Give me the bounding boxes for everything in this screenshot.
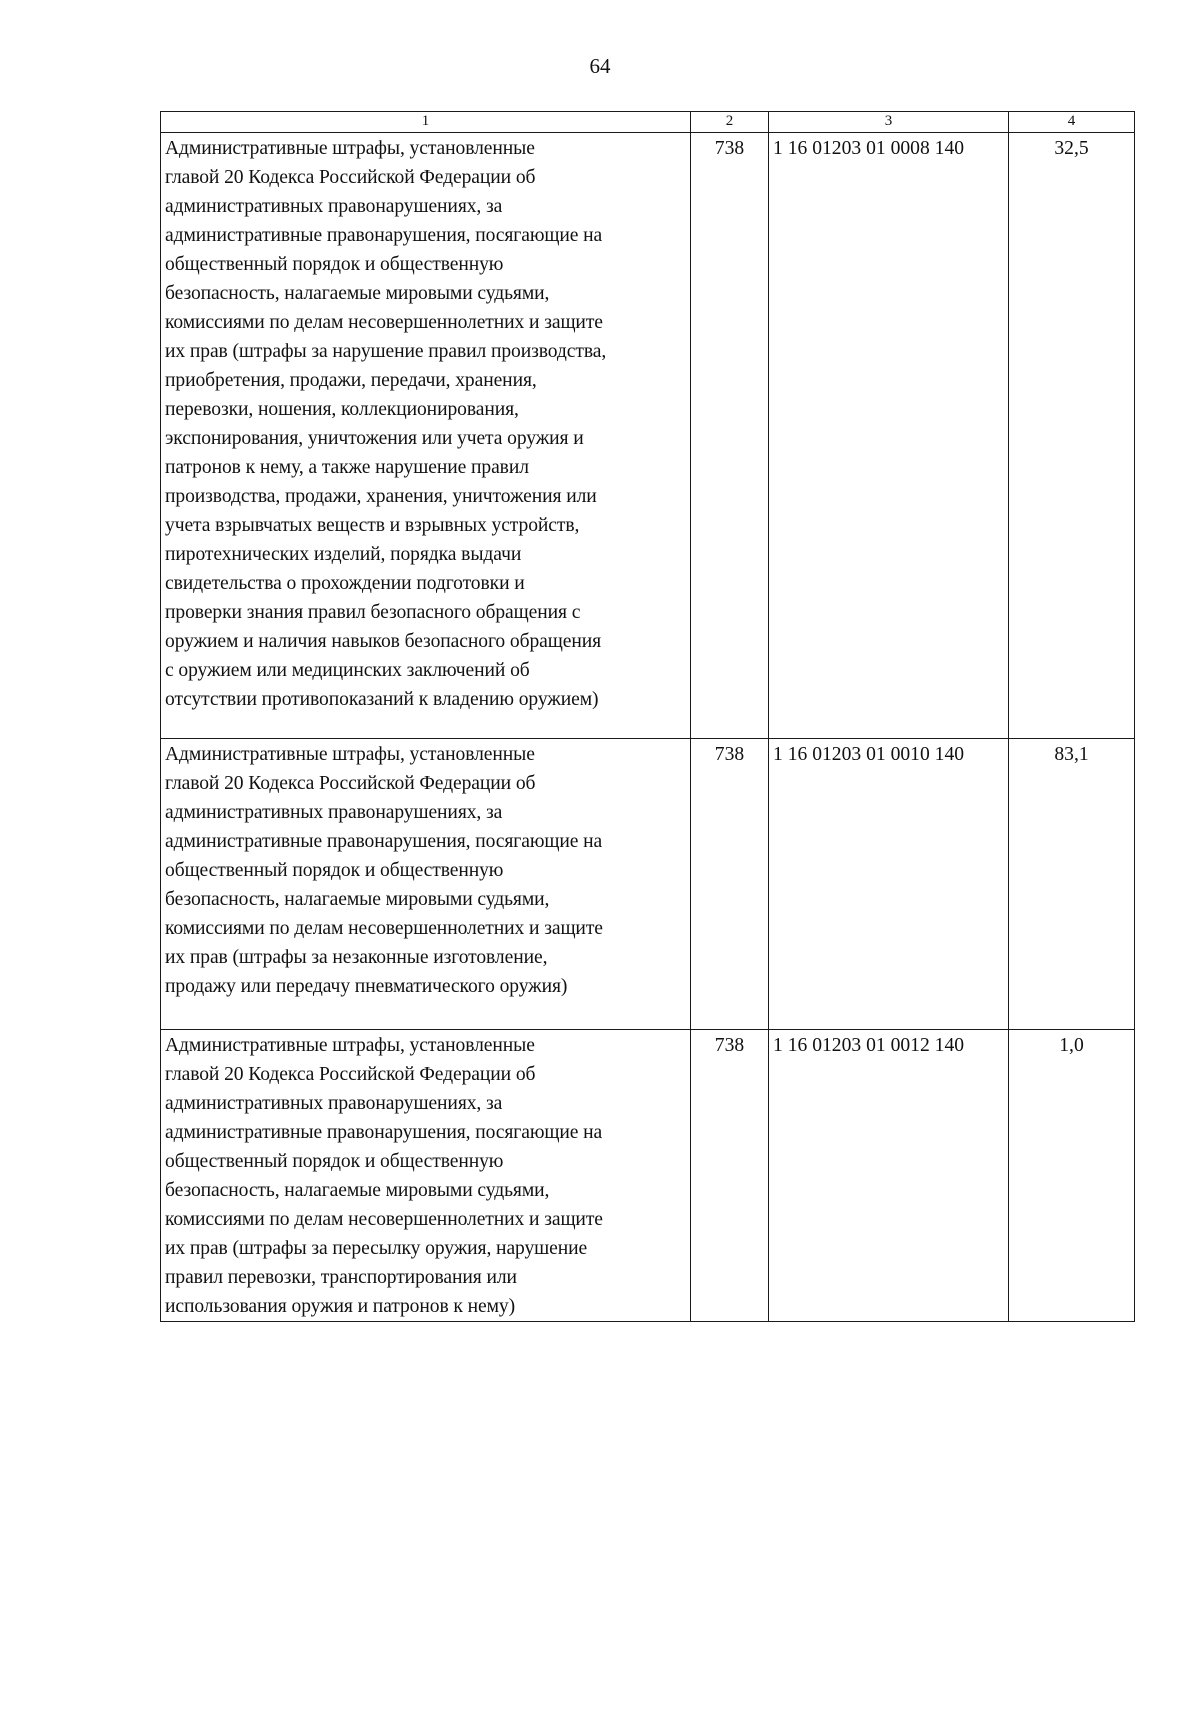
row-budget-code-cell [769, 739, 1009, 1030]
row-description-cell [161, 1030, 691, 1322]
row-admin-code-cell [691, 1030, 769, 1322]
row-description-cell [161, 133, 691, 739]
row-amount-text: 83,1 [1054, 744, 1089, 765]
row-amount-text: 1,0 [1059, 1035, 1084, 1056]
column-header-1: 1 [161, 112, 691, 133]
page-number: 64 [589, 54, 611, 78]
row-admin-code-cell [691, 739, 769, 1030]
row-amount-cell [1009, 1030, 1135, 1322]
row-description-text: Административные штрафы, установленные главой 20 Кодекса Российской Федерации об административных правонарушениях, за административные правонарушения, посягающие на общественный порядок и общественную безопасность, налагаемые мировыми судьями, комиссиями по делам несовершеннолетних и защите их прав (штрафы за незаконные изготовление, продажу или передачу пневматического оружия) [165, 744, 603, 997]
row-admin-code-text: 738 [714, 138, 745, 159]
row-budget-code-text: 1 16 01203 01 0010 140 [773, 744, 965, 765]
row-admin-code-text: 738 [714, 744, 745, 765]
row-description-cell [161, 739, 691, 1030]
row-amount-cell [1009, 739, 1135, 1030]
row-amount-cell [1009, 133, 1135, 739]
table-row [161, 133, 1135, 739]
table-row [161, 739, 1135, 1030]
row-description-text: Административные штрафы, установленные главой 20 Кодекса Российской Федерации об административных правонарушениях, за административные правонарушения, посягающие на общественный порядок и общественную безопасность, налагаемые мировыми судьями, комиссиями по делам несовершеннолетних и защите их прав (штрафы за нарушение правил производства, приобретения, продажи, передачи, хранения, перевозки, ношения, коллекционирования, экспонирования, уничтожения или учета оружия и патронов к нему, а также нарушение правил производства, продажи, хранения, уничтожения или учета взрывчатых веществ и взрывных устройств, пиротехнических изделий, порядка выдачи свидетельства о прохождении подготовки и проверки знания правил безопасного обращения с оружием и наличия навыков безопасного обращения с оружием или медицинских заключений об отсутствии противопоказаний к владению оружием) [165, 138, 607, 710]
row-description-text: Административные штрафы, установленные главой 20 Кодекса Российской Федерации об административных правонарушениях, за административные правонарушения, посягающие на общественный порядок и общественную безопасность, налагаемые мировыми судьями, комиссиями по делам несовершеннолетних и защите их прав (штрафы за пересылку оружия, нарушение правил перевозки, транспортирования или использования оружия и патронов к нему) [165, 1035, 603, 1317]
row-budget-code-cell [769, 1030, 1009, 1322]
table-row [161, 1030, 1135, 1322]
row-amount-text: 32,5 [1054, 138, 1089, 159]
budget-revenue-table [160, 111, 1135, 1322]
column-header-2: 2 [691, 112, 769, 133]
row-budget-code-text: 1 16 01203 01 0008 140 [773, 138, 965, 159]
row-budget-code-text: 1 16 01203 01 0012 140 [773, 1035, 965, 1056]
column-header-4: 4 [1009, 112, 1135, 133]
column-header-3: 3 [769, 112, 1009, 133]
row-admin-code-cell [691, 133, 769, 739]
row-budget-code-cell [769, 133, 1009, 739]
row-admin-code-text: 738 [714, 1035, 745, 1056]
table-header-row [161, 112, 1135, 133]
